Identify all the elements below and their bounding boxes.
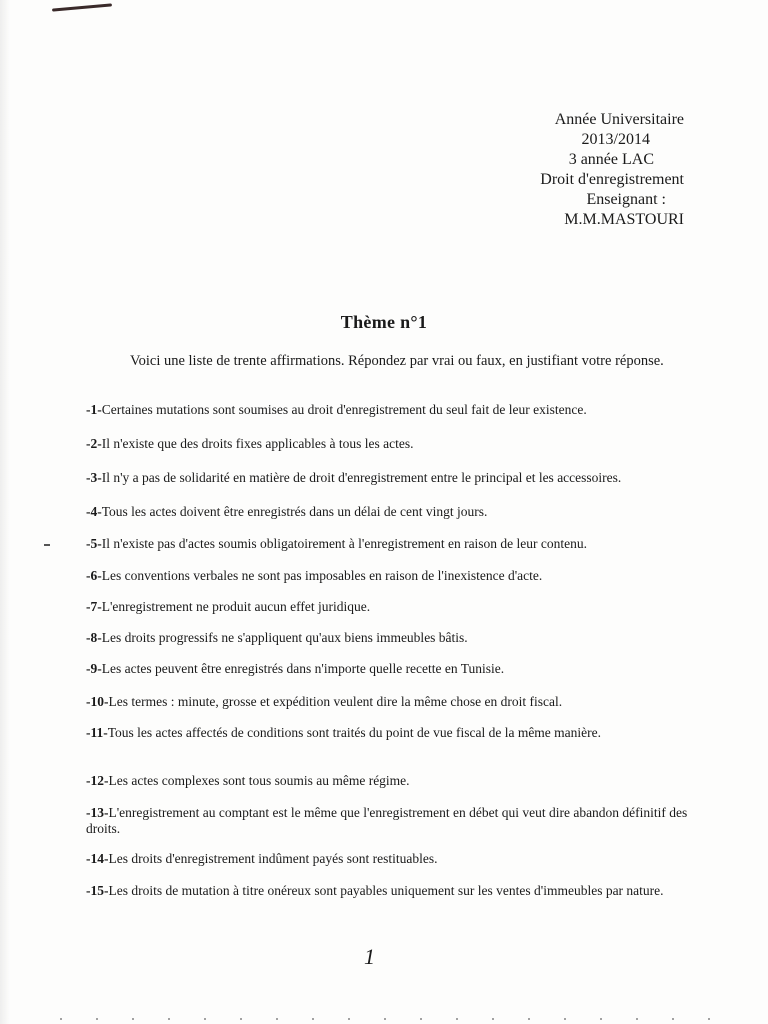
question-text: Il n'existe pas d'actes soumis obligatoirement à l'enregistrement en raison de leur contenu. xyxy=(101,536,588,551)
question-number: -6- xyxy=(86,568,102,583)
question-text: Tous les actes affectés de conditions sont traités du point de vue fiscal de la même manière. xyxy=(107,725,602,740)
question-text: Il n'y a pas de solidarité en matière de droit d'enregistrement entre le principal et les accessoires. xyxy=(101,470,622,485)
question-text: L'enregistrement ne produit aucun effet juridique. xyxy=(101,599,371,614)
question-text: Les droits progressifs ne s'appliquent qu'aux biens immeubles bâtis. xyxy=(101,630,468,645)
question-text: Les termes : minute, grosse et expédition veulent dire la même chose en droit fiscal. xyxy=(108,694,563,709)
question-item xyxy=(86,851,692,867)
question-number: -8- xyxy=(86,630,102,645)
question-text: Les actes complexes sont tous soumis au même régime. xyxy=(108,773,410,788)
question-number: -14- xyxy=(86,851,109,866)
header-line-academic-year: Année Universitaire xyxy=(554,111,684,128)
question-text: Certaines mutations sont soumises au droit d'enregistrement du seul fait de leur existence. xyxy=(101,402,587,417)
question-item xyxy=(86,883,692,899)
question-text: Les droits de mutation à titre onéreux sont payables uniquement sur les ventes d'immeubles par nature. xyxy=(108,883,664,898)
header-line-course: Droit d'enregistrement xyxy=(540,171,684,188)
question-number: -11- xyxy=(86,725,108,740)
page-number: 1 xyxy=(364,944,375,969)
question-item xyxy=(86,402,692,418)
scan-pen-mark xyxy=(52,3,112,11)
question-item xyxy=(86,773,692,789)
question-item xyxy=(86,805,692,837)
question-number: -1- xyxy=(86,402,102,417)
instructions-paragraph: Voici une liste de trente affirmations. Répondez par vrai ou faux, en justifiant votre réponse. xyxy=(130,353,664,369)
course-header xyxy=(444,110,684,230)
header-line-year: 2013/2014 xyxy=(581,131,650,148)
question-number: -7- xyxy=(86,599,102,614)
scan-shadow xyxy=(0,0,10,1024)
question-text: Il n'existe que des droits fixes applicables à tous les actes. xyxy=(101,436,414,451)
question-item xyxy=(86,725,692,741)
header-line-teacher-name: M.M.MASTOURI xyxy=(564,211,684,228)
question-item xyxy=(86,694,692,710)
question-item xyxy=(86,504,692,520)
question-number: -4- xyxy=(86,504,102,519)
question-item xyxy=(86,599,692,615)
question-text: L'enregistrement au comptant est le même que l'enregistrement en débet qui veut dire abandon définitif des droits. xyxy=(86,805,688,836)
question-item xyxy=(86,661,692,677)
question-item xyxy=(86,536,692,552)
question-number: -5- xyxy=(86,536,102,551)
question-number: -3- xyxy=(86,470,102,485)
question-number: -13- xyxy=(86,805,109,820)
question-text: Tous les actes doivent être enregistrés dans un délai de cent vingt jours. xyxy=(101,504,488,519)
question-number: -9- xyxy=(86,661,102,676)
question-number: -12- xyxy=(86,773,109,788)
header-line-teacher-label: Enseignant : xyxy=(586,191,666,208)
header-line-class: 3 année LAC xyxy=(568,151,654,168)
question-text: Les actes peuvent être enregistrés dans n'importe quelle recette en Tunisie. xyxy=(101,661,505,676)
bottom-scan-artifacts xyxy=(60,1018,720,1020)
question-number: -15- xyxy=(86,883,109,898)
question-number: -10- xyxy=(86,694,109,709)
question-number: -2- xyxy=(86,436,102,451)
question-text: Les droits d'enregistrement indûment payés sont restituables. xyxy=(108,851,438,866)
page-title: Thème n°1 xyxy=(340,312,428,332)
question-item xyxy=(86,630,692,646)
margin-mark xyxy=(44,544,50,546)
question-item xyxy=(86,470,692,486)
question-item xyxy=(86,436,692,452)
question-item xyxy=(86,568,692,584)
question-text: Les conventions verbales ne sont pas imposables en raison de l'inexistence d'acte. xyxy=(101,568,543,583)
